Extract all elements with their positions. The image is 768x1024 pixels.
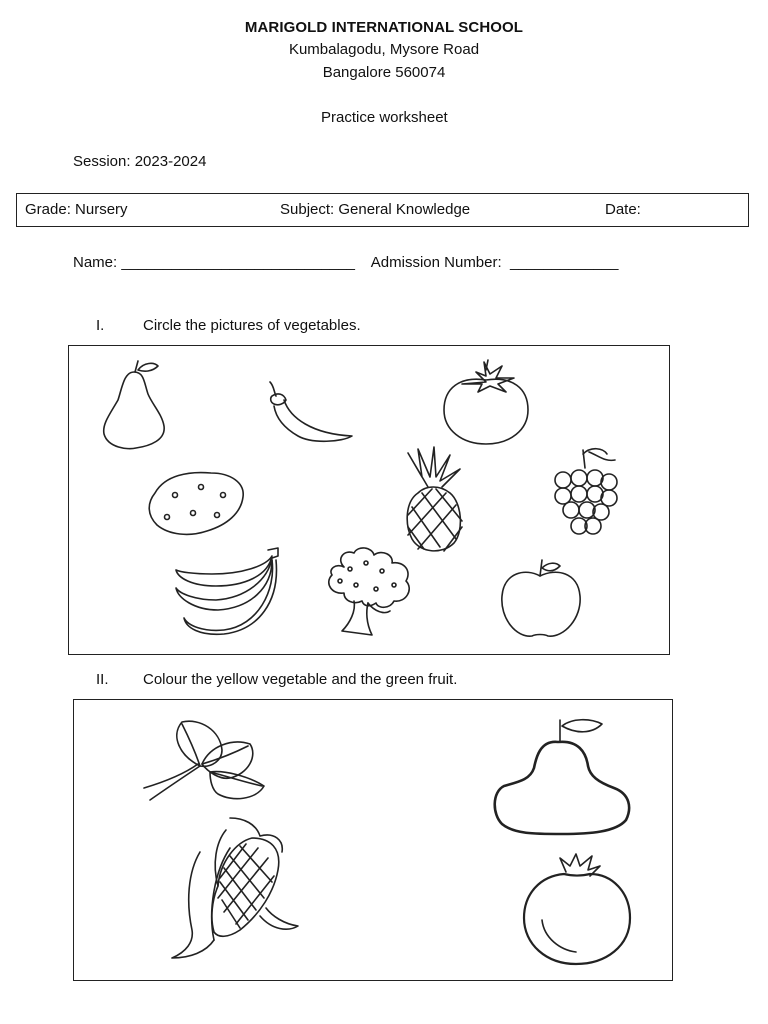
corn-icon[interactable] xyxy=(160,812,300,962)
worksheet-title: Practice worksheet xyxy=(321,109,448,126)
apple-icon[interactable] xyxy=(498,556,584,640)
pomegranate-icon[interactable] xyxy=(520,852,634,968)
address-line-1: Kumbalagodu, Mysore Road xyxy=(288,41,480,58)
spinach-icon[interactable] xyxy=(140,716,280,804)
question-2-text: Colour the yellow vegetable and the green fruit. xyxy=(143,671,458,688)
banana-icon[interactable] xyxy=(172,546,284,636)
pineapple-icon[interactable] xyxy=(388,447,474,557)
subject-label: Subject: General Knowledge xyxy=(280,201,471,218)
question-1-text: Circle the pictures of vegetables. xyxy=(143,317,361,334)
date-label: Date: xyxy=(605,201,641,218)
session-label: Session: 2023-2024 xyxy=(73,153,207,170)
address-line-2: Bangalore 560074 xyxy=(322,64,446,81)
name-field[interactable]: Name: ____________________________ xyxy=(73,254,355,271)
student-line xyxy=(73,254,618,271)
potato-icon[interactable] xyxy=(145,465,249,539)
pear-icon[interactable] xyxy=(490,712,636,836)
pear-icon[interactable] xyxy=(98,358,170,450)
question-1-number: I. xyxy=(96,317,105,334)
chilli-icon[interactable] xyxy=(262,378,357,448)
info-box xyxy=(16,193,749,227)
tomato-icon[interactable] xyxy=(440,358,532,448)
admission-number-field[interactable]: Admission Number: _____________ xyxy=(370,254,619,271)
broccoli-icon[interactable] xyxy=(320,545,416,637)
question-2-number: II. xyxy=(96,671,109,688)
school-name: MARIGOLD INTERNATIONAL SCHOOL xyxy=(244,19,524,36)
grapes-icon[interactable] xyxy=(549,444,621,544)
grade-label: Grade: Nursery xyxy=(25,201,128,218)
